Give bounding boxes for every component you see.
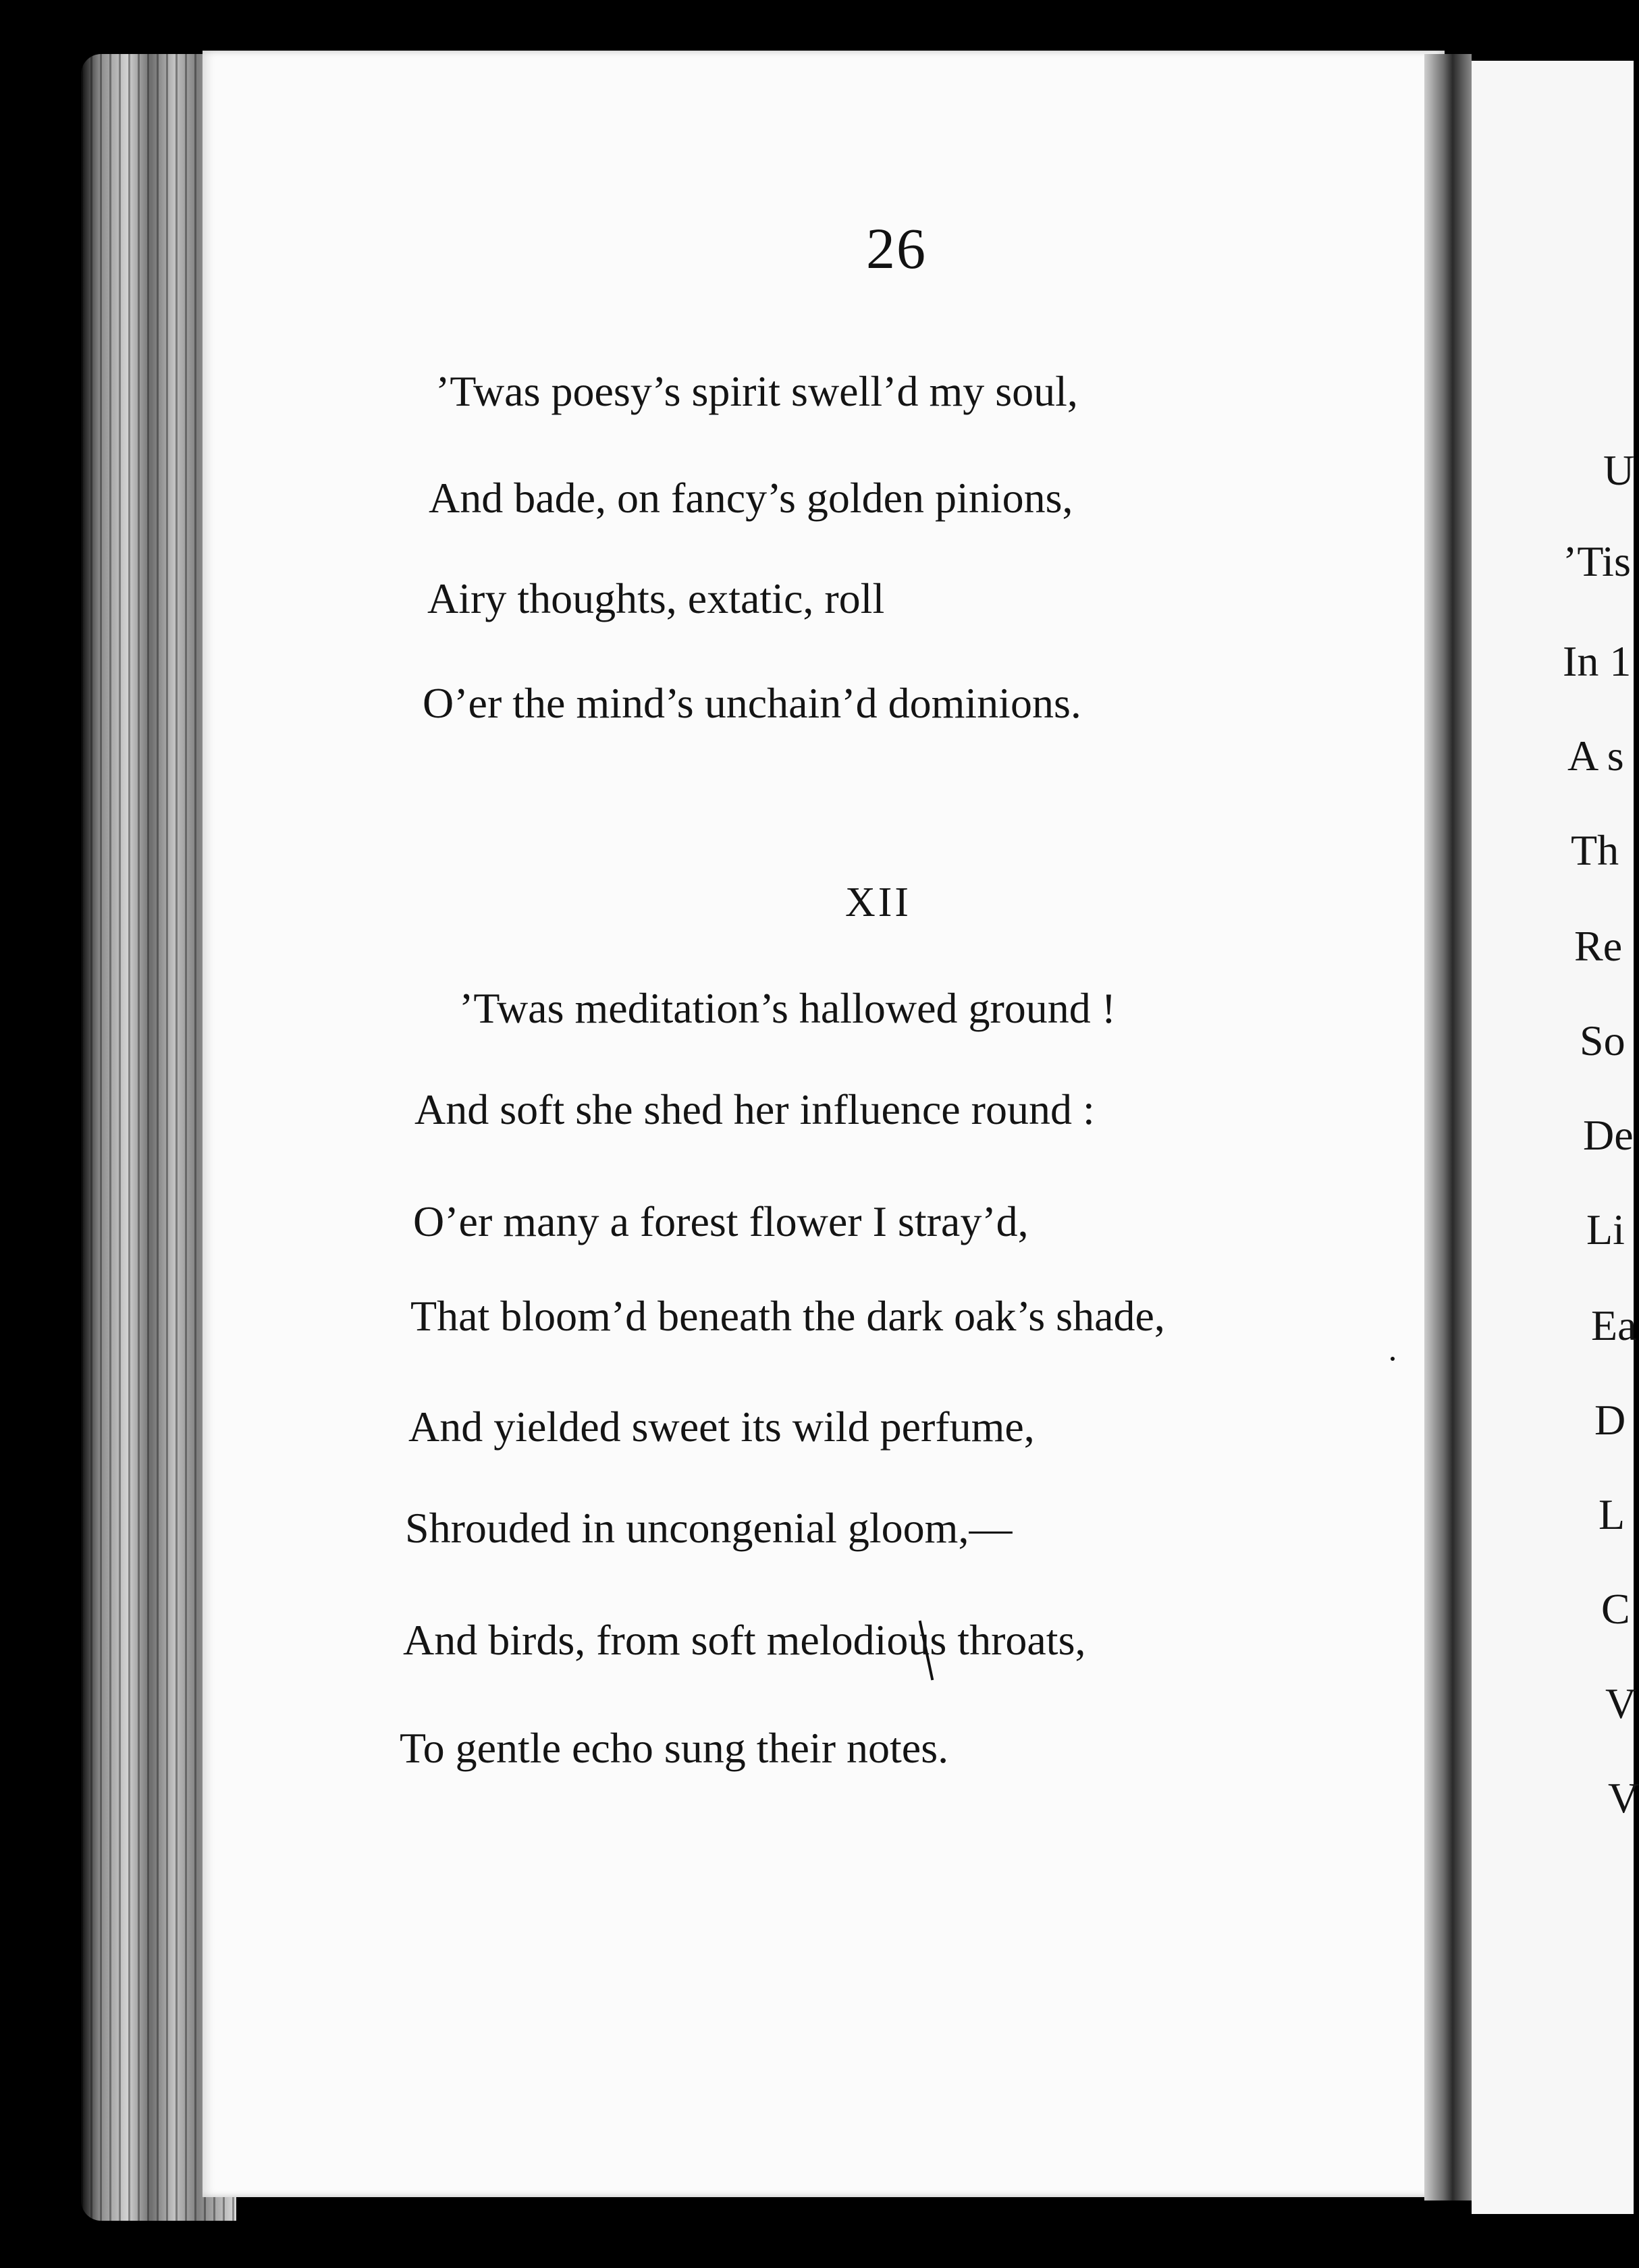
- verse-line: And yielded sweet its wild perfume,: [408, 1403, 1035, 1451]
- verse-line: And birds, from soft melodious throats,: [403, 1616, 1086, 1664]
- facing-line-start: C: [1601, 1585, 1630, 1633]
- facing-line-start: A s: [1567, 732, 1624, 780]
- verse-line: And soft she shed her influence round :: [414, 1085, 1095, 1133]
- facing-line-start: So: [1580, 1017, 1625, 1064]
- facing-line-start: V: [1608, 1774, 1639, 1822]
- verse-line: O’er the mind’s unchain’d dominions.: [423, 679, 1081, 727]
- facing-line-start: V: [1605, 1679, 1637, 1727]
- facing-line-start: U: [1603, 446, 1635, 494]
- verse-line: Airy thoughts, extatic, roll: [427, 574, 885, 622]
- facing-line-start: Li: [1586, 1206, 1625, 1253]
- section-heading: XII: [845, 880, 912, 925]
- verse-line: That bloom’d beneath the dark oak’s shade,: [410, 1292, 1165, 1340]
- verse-line: ’Twas meditation’s hallowed ground !: [459, 984, 1117, 1032]
- ink-dot: [1391, 1357, 1395, 1361]
- facing-line-start: De: [1583, 1111, 1634, 1159]
- verse-line: ’Twas poesy’s spirit swell’d my soul,: [435, 367, 1078, 415]
- verse-line: O’er many a forest flower I stray’d,: [413, 1197, 1029, 1245]
- facing-line-start: L: [1598, 1490, 1625, 1538]
- verse-line: Shrouded in uncongenial gloom,—: [405, 1504, 1013, 1552]
- verse-line: To gentle echo sung their notes.: [400, 1724, 949, 1772]
- page-number: 26: [866, 216, 927, 281]
- facing-line-start: D: [1594, 1396, 1626, 1444]
- facing-line-start: ’Tis: [1563, 537, 1631, 585]
- page-gutter: [1424, 54, 1472, 2200]
- facing-line-start: Ea: [1591, 1301, 1637, 1349]
- facing-line-start: Re: [1574, 922, 1623, 970]
- facing-line-start: In 1: [1563, 637, 1632, 685]
- verse-line: And bade, on fancy’s golden pinions,: [429, 474, 1073, 522]
- facing-line-start: Th: [1571, 826, 1619, 874]
